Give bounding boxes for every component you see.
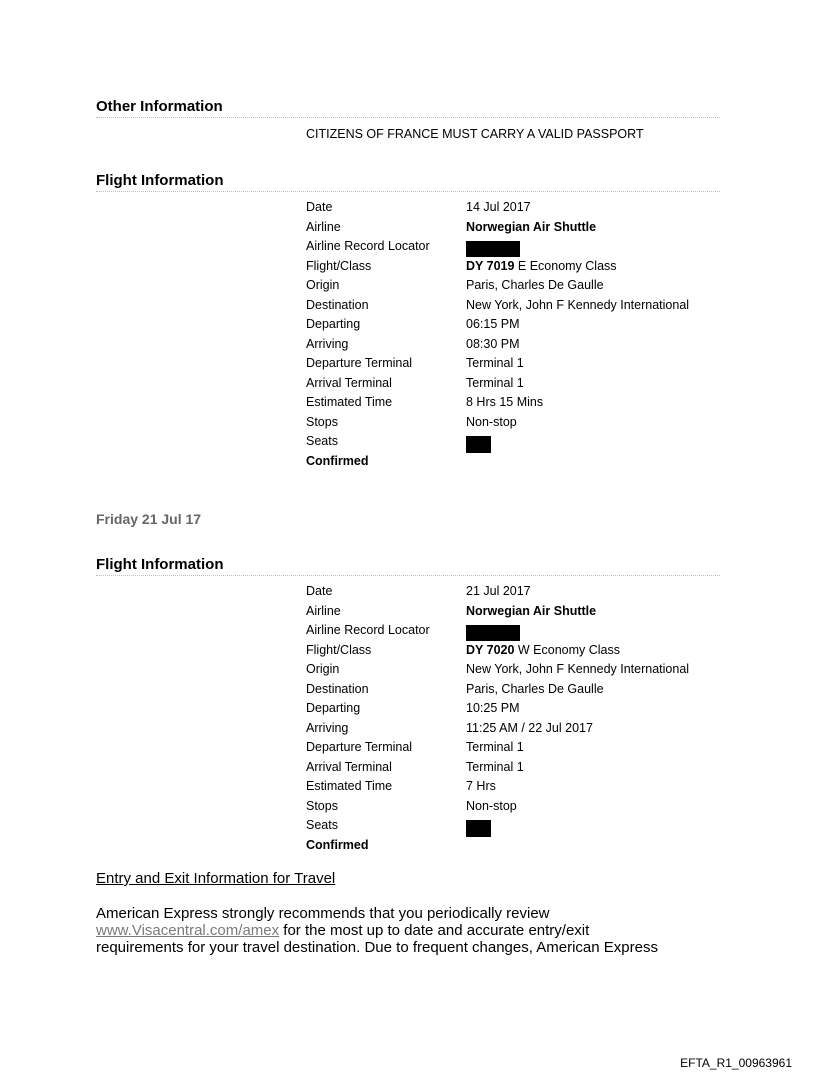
visacentral-link[interactable]: www.Visacentral.com/amex	[96, 922, 280, 939]
flight-class-row	[306, 643, 726, 663]
departing-value: 10:25 PM	[466, 701, 520, 715]
arriving-value: 08:30 PM	[466, 336, 520, 351]
arrival-terminal-label: Arrival Terminal	[306, 375, 392, 390]
arrival-terminal-value: Terminal 1	[466, 375, 524, 390]
locator-row	[306, 623, 726, 643]
airline-value: Norwegian Air Shuttle	[466, 603, 597, 618]
arrival-terminal-row	[306, 760, 726, 780]
locator-label: Airline Record Locator	[306, 623, 430, 637]
departure-terminal-value: Terminal 1	[466, 356, 524, 370]
flight-class-label: Flight/Class	[306, 642, 372, 657]
airline-value: Norwegian Air Shuttle	[466, 219, 597, 234]
departure-terminal-row	[306, 740, 726, 760]
destination-value: Paris, Charles De Gaulle	[466, 681, 604, 696]
estimated-time-row	[306, 779, 726, 799]
day-heading: Friday 21 Jul 17	[96, 511, 202, 527]
redaction-box	[466, 436, 491, 453]
stops-label: Stops	[306, 798, 338, 813]
arriving-row	[306, 337, 726, 357]
entry-exit-line-2-rest: for the most up to date and accurate entry/exit	[279, 922, 590, 939]
origin-label: Origin	[306, 662, 340, 676]
departing-row	[306, 701, 726, 721]
locator-label: Airline Record Locator	[306, 239, 430, 253]
flight-number: DY 7019	[466, 258, 515, 273]
other-information-heading: Other Information	[96, 98, 720, 118]
arriving-label: Arriving	[306, 336, 349, 351]
stops-value: Non-stop	[466, 798, 517, 813]
seats-row	[306, 818, 726, 838]
flight-class-label: Flight/Class	[306, 258, 372, 273]
destination-value: New York, John F Kennedy International	[466, 297, 690, 312]
departing-value: 06:15 PM	[466, 317, 520, 331]
estimated-time-label: Estimated Time	[306, 395, 393, 409]
estimated-time-row	[306, 395, 726, 415]
destination-row	[306, 298, 726, 318]
origin-label: Origin	[306, 278, 340, 292]
date-row	[306, 584, 726, 604]
locator-row	[306, 239, 726, 259]
destination-label: Destination	[306, 681, 369, 696]
seats-row	[306, 434, 726, 454]
origin-row	[306, 662, 726, 682]
departure-terminal-value: Terminal 1	[466, 740, 524, 754]
status-confirmed: Confirmed	[306, 837, 369, 852]
date-row	[306, 200, 726, 220]
airline-label: Airline	[306, 219, 341, 234]
entry-exit-line-1: American Express strongly recommends that you periodically review	[96, 905, 550, 922]
date-label: Date	[306, 200, 333, 214]
arrival-terminal-value: Terminal 1	[466, 759, 524, 774]
status-confirmed: Confirmed	[306, 453, 369, 468]
stops-row	[306, 415, 726, 435]
estimated-time-value: 8 Hrs 15 Mins	[466, 395, 544, 409]
entry-exit-body	[96, 905, 736, 956]
departing-label: Departing	[306, 317, 361, 331]
date-label: Date	[306, 584, 333, 598]
departure-terminal-label: Departure Terminal	[306, 740, 413, 754]
arrival-terminal-label: Arrival Terminal	[306, 759, 392, 774]
airline-row	[306, 604, 726, 624]
arrival-terminal-row	[306, 376, 726, 396]
departing-label: Departing	[306, 701, 361, 715]
seats-label: Seats	[306, 434, 338, 448]
estimated-time-label: Estimated Time	[306, 779, 393, 793]
flight-class-row	[306, 259, 726, 279]
entry-exit-heading: Entry and Exit Information for Travel	[96, 870, 336, 887]
origin-row	[306, 278, 726, 298]
airline-row	[306, 220, 726, 240]
entry-exit-line-2	[96, 922, 736, 939]
arriving-row	[306, 721, 726, 741]
flight-information-heading-1: Flight Information	[96, 172, 720, 192]
estimated-time-value: 7 Hrs	[466, 779, 496, 793]
flight-class-value: E Economy Class	[514, 258, 617, 273]
redaction-box	[466, 241, 520, 257]
arriving-label: Arriving	[306, 720, 349, 735]
departure-terminal-row	[306, 356, 726, 376]
destination-label: Destination	[306, 297, 369, 312]
airline-label: Airline	[306, 603, 341, 618]
document-id: EFTA_R1_00963961	[680, 1056, 792, 1070]
date-value: 21 Jul 2017	[466, 584, 531, 598]
stops-value: Non-stop	[466, 414, 517, 429]
seats-label: Seats	[306, 818, 338, 832]
destination-row	[306, 682, 726, 702]
flight-class-value: W Economy Class	[514, 642, 621, 657]
departure-terminal-label: Departure Terminal	[306, 356, 413, 370]
entry-exit-line-3: requirements for your travel destination. Due to frequent changes, American Express	[96, 939, 658, 956]
flight-details-2	[306, 584, 726, 857]
status-row	[306, 454, 726, 474]
status-row	[306, 838, 726, 858]
stops-row	[306, 799, 726, 819]
origin-value: Paris, Charles De Gaulle	[466, 278, 604, 292]
origin-value: New York, John F Kennedy International	[466, 662, 690, 676]
stops-label: Stops	[306, 414, 338, 429]
flight-information-heading-2: Flight Information	[96, 556, 720, 576]
flight-number: DY 7020	[466, 642, 515, 657]
flight-details-1	[306, 200, 726, 473]
date-value: 14 Jul 2017	[466, 200, 531, 214]
departing-row	[306, 317, 726, 337]
arriving-value: 11:25 AM / 22 Jul 2017	[466, 720, 593, 735]
other-information-text: CITIZENS OF FRANCE MUST CARRY A VALID PASSPORT	[306, 127, 644, 141]
redaction-box	[466, 625, 520, 641]
redaction-box	[466, 820, 491, 837]
